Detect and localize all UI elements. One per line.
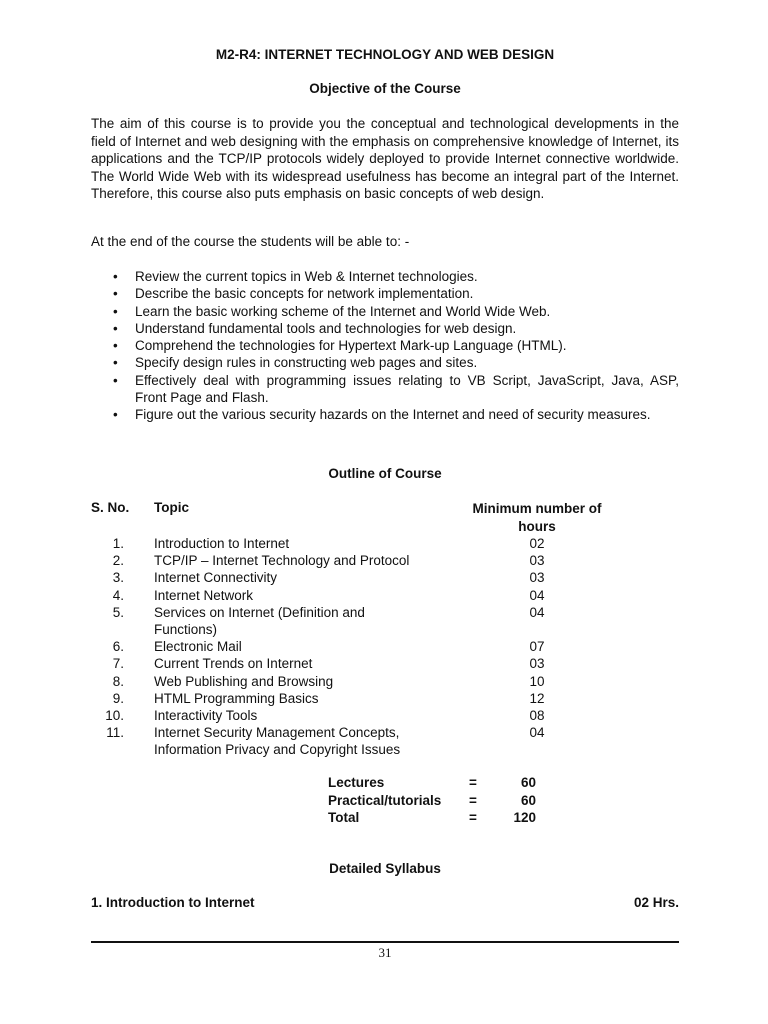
row-sno: 3.: [112, 570, 124, 586]
table-row: [91, 724, 679, 758]
objective-text: Effectively deal with programming issues relating to VB Script, JavaScript, Java, ASP, Front Page and Flash.: [135, 372, 679, 406]
summary-row: [328, 809, 536, 827]
outline-table: [91, 535, 679, 758]
table-row: [91, 655, 679, 672]
table-row: [91, 552, 679, 569]
row-sno: 6.: [112, 639, 124, 655]
list-item: [91, 337, 679, 354]
objective-text: Figure out the various security hazards on the Internet and need of security measures.: [135, 407, 651, 423]
table-row: [91, 673, 679, 690]
row-sno: 11.: [106, 725, 124, 741]
row-sno: 5.: [112, 604, 124, 620]
table-row: [91, 587, 679, 604]
summary-row: [328, 774, 536, 792]
summary-value: 120: [513, 810, 536, 825]
row-sno: 2.: [112, 553, 124, 569]
row-topic: TCP/IP – Internet Technology and Protocol: [154, 553, 410, 569]
column-header-hours: Minimum number of hours: [472, 501, 602, 534]
row-sno: 10.: [105, 707, 124, 723]
list-item: [91, 354, 679, 371]
bullet-icon: •: [113, 286, 118, 302]
summary-equals: =: [469, 775, 477, 790]
list-item: [91, 372, 679, 407]
objectives-list: [91, 268, 679, 424]
summary-value: 60: [520, 775, 536, 790]
row-hours: 08: [529, 707, 545, 723]
intro-paragraph: The aim of this course is to provide you the conceptual and technological developments in the field of Internet and web designing with the emphasis on comprehensive knowledge of Internet, its applications and the TCP/IP protocols widely deployed to provide Internet connective worldwide. The World Wide Web with its widespread usefulness has become an integral part of the Internet. Therefore, this course also puts emphasis on basic concepts of web design.: [91, 116, 679, 202]
page-number: 31: [378, 945, 392, 960]
table-row: [91, 569, 679, 586]
objective-text: Review the current topics in Web & Internet technologies.: [135, 269, 478, 284]
row-topic: Introduction to Internet: [154, 536, 290, 551]
hours-summary: [328, 774, 536, 827]
summary-label: Total: [328, 810, 360, 825]
row-sno: 9.: [112, 690, 124, 706]
bullet-icon: •: [113, 372, 118, 388]
row-hours: 03: [529, 570, 545, 586]
row-topic: Electronic Mail: [154, 639, 242, 655]
list-item: [91, 320, 679, 337]
bullet-icon: •: [113, 407, 118, 423]
section-title: 1. Introduction to Internet: [91, 895, 255, 910]
table-row: [91, 707, 679, 724]
row-topic: Current Trends on Internet: [154, 656, 313, 672]
row-topic: HTML Programming Basics: [154, 690, 319, 706]
table-row: [91, 690, 679, 707]
table-row: [91, 638, 679, 655]
row-hours: 04: [529, 604, 545, 620]
bullet-icon: •: [113, 303, 118, 319]
outline-heading: Outline of Course: [328, 466, 442, 481]
objective-heading: Objective of the Course: [309, 81, 461, 96]
objective-text: Specify design rules in constructing web pages and sites.: [135, 355, 478, 371]
document-title: M2-R4: INTERNET TECHNOLOGY AND WEB DESIGN: [215, 47, 555, 62]
summary-row: [328, 792, 536, 810]
objectives-lead: At the end of the course the students will be able to: -: [91, 234, 410, 249]
objective-text: Learn the basic working scheme of the Internet and World Wide Web.: [135, 303, 551, 319]
row-hours: 02: [529, 536, 545, 551]
row-sno: 1.: [112, 536, 124, 551]
summary-label: Practical/tutorials: [328, 792, 442, 808]
table-row: [91, 535, 679, 552]
summary-value: 60: [520, 792, 536, 808]
summary-label: Lectures: [328, 775, 385, 790]
row-hours: 12: [529, 690, 545, 706]
list-item: [91, 268, 679, 285]
list-item: [91, 285, 679, 302]
objective-text: Understand fundamental tools and technologies for web design.: [135, 320, 517, 336]
detailed-syllabus-heading: Detailed Syllabus: [329, 861, 441, 876]
row-topic: Internet Network: [154, 587, 254, 603]
bullet-icon: •: [113, 269, 118, 284]
bullet-icon: •: [113, 355, 118, 371]
row-sno: 7.: [112, 656, 124, 672]
objective-text: Describe the basic concepts for network implementation.: [135, 286, 474, 302]
row-hours: 10: [529, 673, 545, 689]
row-hours: 03: [529, 553, 545, 569]
section-hours: 02 Hrs.: [633, 895, 679, 910]
column-header-sno: S. No.: [91, 500, 130, 515]
objective-text: Comprehend the technologies for Hypertext Mark-up Language (HTML).: [135, 338, 567, 354]
row-topic: Internet Security Management Concepts, Information Privacy and Copyright Issues: [154, 725, 401, 758]
bullet-icon: •: [113, 338, 118, 354]
row-topic: Internet Connectivity: [154, 570, 278, 586]
row-hours: 04: [529, 587, 545, 603]
row-topic: Web Publishing and Browsing: [154, 673, 334, 689]
row-sno: 8.: [112, 673, 124, 689]
footer-divider: [91, 941, 679, 943]
bullet-icon: •: [113, 320, 118, 336]
row-hours: 04: [529, 725, 545, 741]
row-topic: Services on Internet (Definition and Functions): [154, 604, 365, 637]
table-row: [91, 604, 679, 638]
column-header-topic: Topic: [154, 500, 189, 515]
summary-equals: =: [469, 792, 477, 808]
list-item: [91, 303, 679, 320]
summary-equals: =: [469, 810, 477, 825]
row-hours: 07: [529, 639, 545, 655]
list-item: [91, 406, 679, 423]
row-hours: 03: [529, 656, 545, 672]
row-sno: 4.: [112, 587, 124, 603]
row-topic: Interactivity Tools: [154, 707, 258, 723]
